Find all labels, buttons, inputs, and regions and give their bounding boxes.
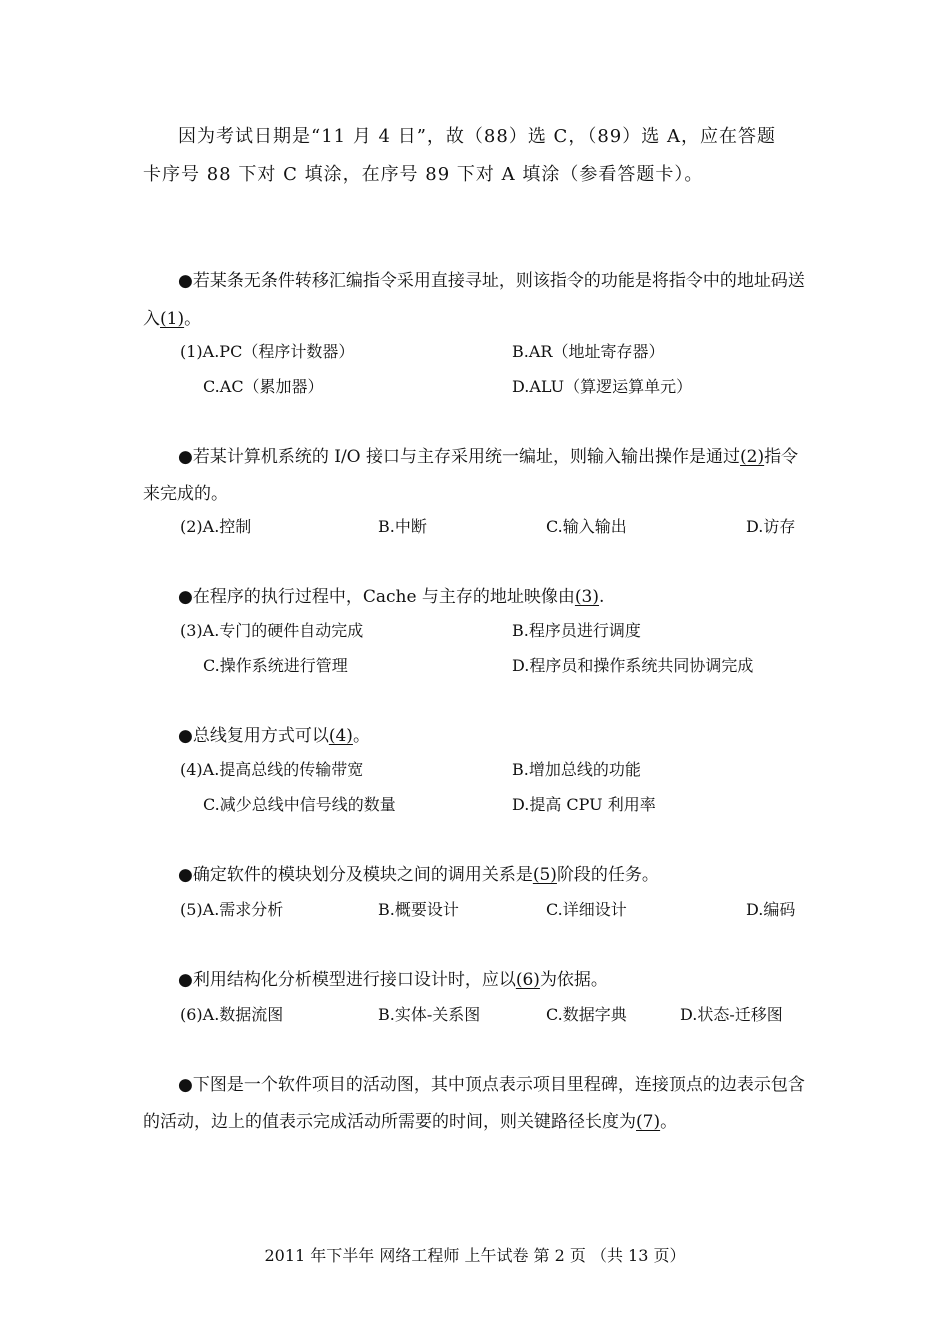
question-6-option-a: (6)A.数据流图 (180, 1005, 284, 1024)
question-7-stem-line-2 (143, 1110, 677, 1134)
question-2-stem-line-1 (178, 445, 798, 469)
question-1-blank: (1) (160, 309, 185, 329)
question-2-option-d: D.访存 (746, 517, 796, 536)
question-4-option-d: D.提高 CPU 利用率 (512, 795, 656, 814)
question-2-option-b: B.中断 (378, 517, 427, 536)
question-5-option-c: C.详细设计 (546, 900, 627, 919)
question-4-option-b: B.增加总线的功能 (512, 760, 641, 779)
question-3-option-d: D.程序员和操作系统共同协调完成 (512, 656, 754, 675)
question-1-stem-prefix: 入 (143, 309, 160, 329)
question-1-option-d: D.ALU（算逻运算单元） (512, 377, 693, 396)
question-7-stem-line-1: ●下图是一个软件项目的活动图，其中顶点表示项目里程碑，连接顶点的边表示包含 (178, 1075, 805, 1095)
question-5-blank: (5) (532, 865, 557, 885)
question-6-stem-prefix: ●利用结构化分析模型进行接口设计时，应以 (178, 970, 516, 990)
question-1-stem-suffix: 。 (184, 309, 202, 329)
question-6-stem-suffix: 为依据。 (539, 970, 608, 990)
question-4-option-a: (4)A.提高总线的传输带宽 (180, 760, 364, 779)
question-6-blank: (6) (515, 970, 540, 990)
question-6-option-b: B.实体-关系图 (378, 1005, 481, 1024)
question-5-option-b: B.概要设计 (378, 900, 459, 919)
question-2-stem-prefix: ●若某计算机系统的 I/O 接口与主存采用统一编址，则输入输出操作是通过 (178, 447, 741, 467)
question-5-stem-suffix: 阶段的任务。 (556, 865, 659, 885)
question-7-stem-suffix: 。 (660, 1112, 678, 1132)
question-5-stem (178, 863, 659, 887)
question-5-stem-prefix: ●确定软件的模块划分及模块之间的调用关系是 (178, 865, 533, 885)
question-7-stem-prefix: 的活动，边上的值表示完成活动所需要的时间，则关键路径长度为 (143, 1112, 636, 1132)
question-4-blank: (4) (328, 726, 353, 746)
question-6-stem (178, 968, 608, 992)
question-1-option-c: C.AC（累加器） (203, 377, 324, 396)
intro-line-2: 卡序号 88 下对 C 填涂，在序号 89 下对 A 填涂（参看答题卡）。 (143, 164, 704, 185)
question-2-stem-line-2: 来完成的。 (143, 484, 228, 504)
question-3-blank: (3) (574, 587, 600, 607)
question-3-option-c: C.操作系统进行管理 (203, 656, 348, 675)
page-footer: 2011 年下半年 网络工程师 上午试卷 第 2 页 （共 13 页） (264, 1246, 686, 1265)
question-4-option-c: C.减少总线中信号线的数量 (203, 795, 396, 814)
question-2-blank: (2) (740, 447, 765, 467)
question-3-stem-prefix: ●在程序的执行过程中，Cache 与主存的地址映像由 (178, 587, 575, 607)
question-4-stem-suffix: 。 (352, 726, 370, 746)
question-1-stem-line-2 (143, 307, 201, 331)
question-5-option-d: D.编码 (746, 900, 796, 919)
question-2-stem-suffix: 指令 (764, 447, 799, 467)
question-1-option-a: (1)A.PC（程序计数器） (180, 342, 355, 361)
question-2-option-a: (2)A.控制 (180, 517, 252, 536)
question-6-option-d: D.状态-迁移图 (680, 1005, 783, 1024)
question-3-stem-suffix: . (599, 587, 605, 607)
question-3-option-a: (3)A.专门的硬件自动完成 (180, 621, 364, 640)
intro-line-1: 因为考试日期是“11 月 4 日”，故（88）选 C，（89）选 A，应在答题 (178, 126, 776, 147)
question-5-option-a: (5)A.需求分析 (180, 900, 284, 919)
question-2-option-c: C.输入输出 (546, 517, 627, 536)
question-3-stem (178, 585, 604, 609)
question-3-option-b: B.程序员进行调度 (512, 621, 641, 640)
question-7-blank: (7) (636, 1112, 661, 1132)
question-6-option-c: C.数据字典 (546, 1005, 627, 1024)
question-4-stem (178, 724, 370, 748)
question-1-stem-line-1: ●若某条无条件转移汇编指令采用直接寻址，则该指令的功能是将指令中的地址码送 (178, 271, 805, 291)
question-4-stem-prefix: ●总线复用方式可以 (178, 726, 329, 746)
question-1-option-b: B.AR（地址寄存器） (512, 342, 665, 361)
